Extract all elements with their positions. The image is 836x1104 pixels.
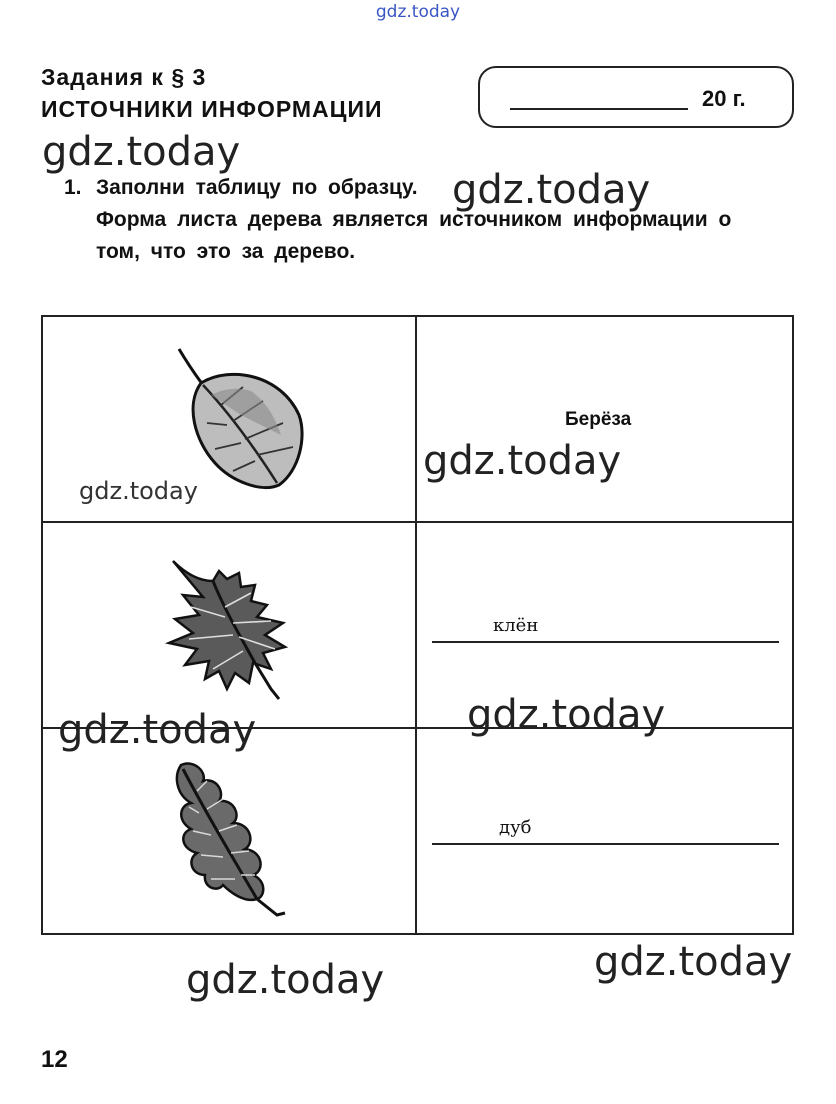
leaf-table xyxy=(41,315,794,935)
watermark: gdz.today xyxy=(186,957,385,1003)
table-cell-answer xyxy=(417,523,792,738)
date-box[interactable] xyxy=(478,66,794,128)
answer-line xyxy=(432,641,779,643)
table-cell-leaf xyxy=(43,523,417,729)
table-cell-leaf xyxy=(43,729,417,933)
watermark: gdz.today xyxy=(423,438,622,484)
date-fill-line xyxy=(510,108,688,110)
page-number: 12 xyxy=(41,1046,68,1073)
section-title: Задания к § 3 xyxy=(41,64,207,90)
oak-leaf-icon xyxy=(161,751,311,923)
task-instruction: Заполни таблицу по образцу. xyxy=(96,176,418,199)
watermark: gdz.today xyxy=(452,167,651,213)
date-year-label: 20 г. xyxy=(702,86,746,111)
table-cell-answer xyxy=(417,317,792,523)
sample-answer: Берёза xyxy=(565,409,632,430)
watermark: gdz.today xyxy=(79,477,198,505)
section-subtitle: ИСТОЧНИКИ ИНФОРМАЦИИ xyxy=(41,96,383,122)
watermark: gdz.today xyxy=(467,692,666,738)
task-explanation-line2: том, что это за дерево. xyxy=(96,240,356,263)
answer-text[interactable]: дуб xyxy=(499,817,532,838)
answer-text[interactable]: клён xyxy=(493,615,539,636)
answer-line xyxy=(432,843,779,845)
watermark: gdz.today xyxy=(42,129,241,175)
task-number: 1. xyxy=(64,176,82,199)
table-cell-leaf xyxy=(43,317,417,523)
watermark-top: gdz.today xyxy=(375,2,461,22)
birch-leaf-icon xyxy=(171,345,311,495)
watermark: gdz.today xyxy=(58,707,257,753)
table-cell-answer xyxy=(417,729,792,933)
watermark: gdz.today xyxy=(594,939,793,985)
maple-leaf-icon xyxy=(155,551,315,711)
task-explanation-line1: Форма листа дерева является источником информации о xyxy=(96,208,732,231)
